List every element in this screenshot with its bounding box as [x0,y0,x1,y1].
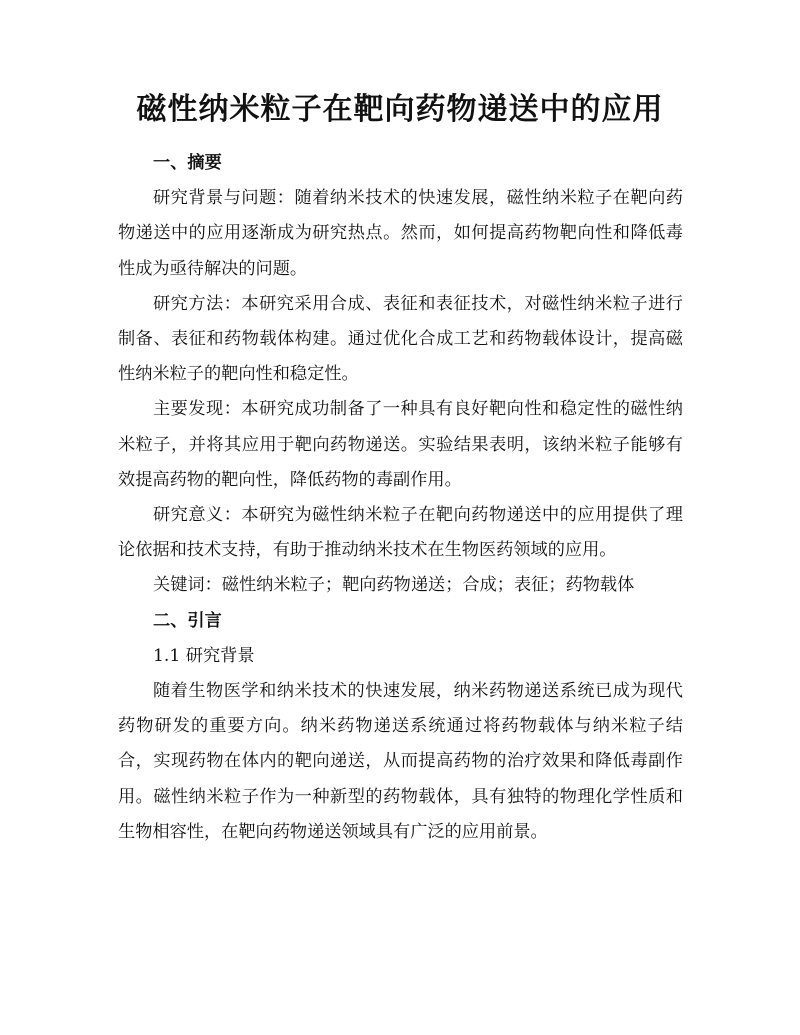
paragraph-introduction: 随着生物医学和纳米技术的快速发展，纳米药物递送系统已成为现代药物研发的重要方向。纳米药物递送系统通过将药物载体与纳米粒子结合，实现药物在体内的靶向递送，从而提高药物的治疗效果和降低毒副作用。磁性纳米粒子作为一种新型的药物载体，具有独特的物理化学性质和生物相容性，在靶向药物递送领域具有广泛的应用前景。 [118,681,683,842]
paragraph-background: 研究背景与问题：随着纳米技术的快速发展，磁性纳米粒子在靶向药物递送中的应用逐渐成为研究热点。然而，如何提高药物靶向性和降低毒性成为亟待解决的问题。 [118,188,683,279]
document-body [118,146,683,850]
subheading-research-background: 1.1 研究背景 [153,645,255,666]
keywords-line: 关键词：磁性纳米粒子；靶向药物递送；合成；表征；药物载体 [153,575,635,596]
section-heading-abstract: 一、摘要 [153,153,222,173]
paragraph-significance: 研究意义：本研究为磁性纳米粒子在靶向药物递送中的应用提供了理论依据和技术支持，有助于推动纳米技术在生物医药领域的应用。 [118,505,683,561]
paragraph-findings: 主要发现：本研究成功制备了一种具有良好靶向性和稳定性的磁性纳米粒子，并将其应用于靶向药物递送。实验结果表明，该纳米粒子能够有效提高药物的靶向性，降低药物的毒副作用。 [118,399,683,490]
paragraph-methods: 研究方法：本研究采用合成、表征和表征技术，对磁性纳米粒子进行制备、表征和药物载体构建。通过优化合成工艺和药物载体设计，提高磁性纳米粒子的靶向性和稳定性。 [118,293,683,385]
section-heading-introduction: 二、引言 [153,610,222,631]
page-title: 磁性纳米粒子在靶向药物递送中的应用 [136,92,664,127]
